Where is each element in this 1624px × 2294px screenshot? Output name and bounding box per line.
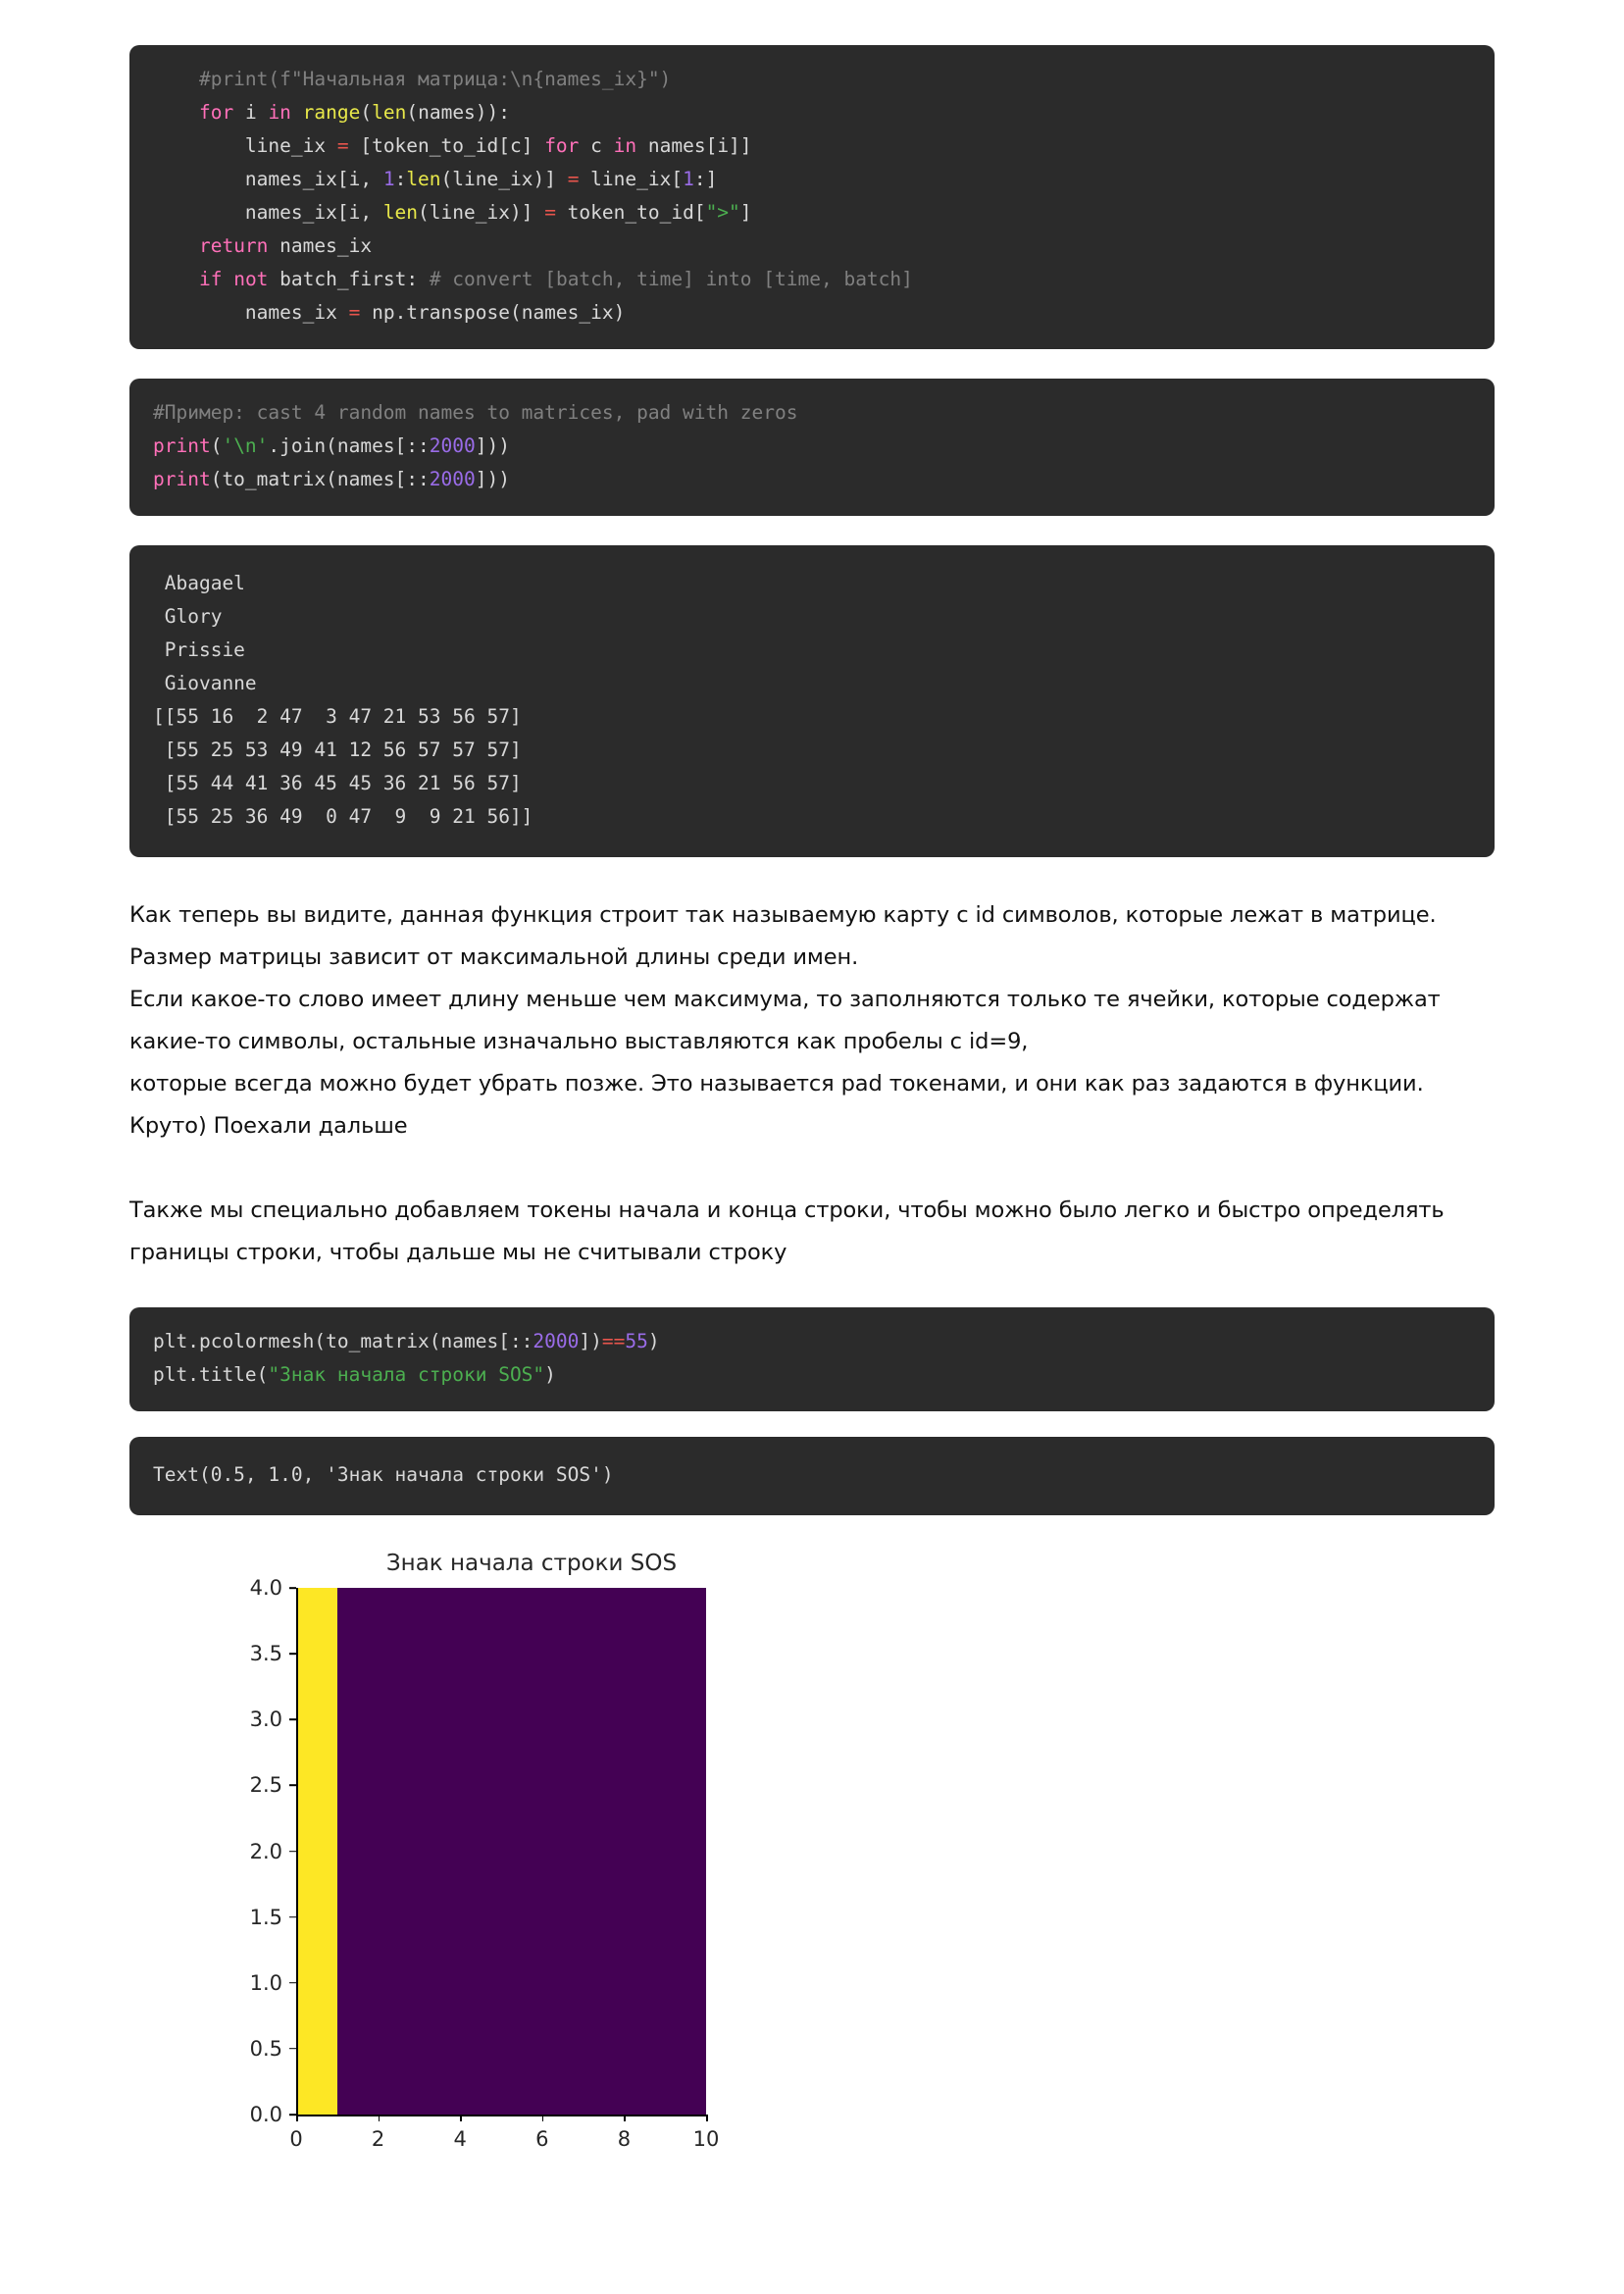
prose-line: Размер матрицы зависит от максимальной длины среди имен.	[129, 944, 859, 970]
code-line	[153, 396, 1471, 430]
chart-title: Знак начала строки SOS	[385, 1551, 678, 1576]
code-token: 55	[625, 1330, 648, 1352]
top-spacer	[129, 0, 1495, 45]
x-tick-label: 6	[535, 2127, 549, 2151]
y-tick-label: 0.5	[249, 2036, 282, 2061]
code-token: [55 25 36 49 0 47 9 9 21 56]]	[153, 805, 533, 828]
code-token: ">"	[705, 201, 740, 224]
x-tick-mark	[624, 2115, 626, 2121]
code-line	[153, 667, 1471, 700]
output-cell-text-repr	[129, 1437, 1495, 1515]
code-line	[153, 463, 1471, 496]
prose-line: Если какое-то слово имеет длину меньше чем максимума, то заполняются только те ячейки, которые содержат	[129, 987, 1441, 1012]
cell-gap	[129, 349, 1495, 379]
code-token: 1	[683, 168, 694, 190]
y-axis-spine	[296, 1588, 298, 2115]
output-cell-names-matrix	[129, 545, 1495, 857]
code-cell-to-matrix[interactable]	[129, 45, 1495, 349]
code-token: names_ix	[153, 301, 349, 324]
prose-line: какие-то символы, остальные изначально выставляются как пробелы с id=9,	[129, 1029, 1029, 1054]
code-token: ==	[601, 1330, 626, 1352]
y-tick-label: 2.0	[249, 1839, 282, 1863]
prose-block-explanation	[129, 894, 1495, 1147]
code-token: in	[613, 134, 637, 157]
code-line	[153, 196, 1471, 229]
code-token: Abagael	[153, 572, 245, 594]
code-token: names_ix[i,	[153, 168, 383, 190]
code-line	[153, 163, 1471, 196]
x-tick-mark	[706, 2115, 708, 2121]
code-line	[153, 129, 1471, 163]
cell-gap	[129, 857, 1495, 894]
x-tick-label: 8	[617, 2127, 632, 2151]
x-tick-label: 4	[453, 2127, 467, 2151]
code-token: line_ix	[153, 134, 337, 157]
code-token: if	[198, 268, 223, 290]
code-token: ]	[739, 201, 752, 224]
code-token: 2000	[533, 1330, 580, 1352]
y-tick-label: 4.0	[249, 1576, 282, 1600]
x-tick-mark	[460, 2115, 462, 2121]
cell-gap	[129, 1274, 1495, 1307]
code-token: [[55 16 2 47 3 47 21 53 56 57]	[153, 705, 522, 728]
code-token: ]))	[475, 468, 510, 490]
code-token: 2000	[429, 468, 476, 490]
y-tick-label: 2.5	[249, 1773, 282, 1798]
code-line	[153, 1358, 1471, 1392]
prose-line: Как теперь вы видите, данная функция строит так называемую карту с id символов, которые лежат в матрице.	[129, 902, 1437, 928]
code-token: len	[372, 101, 407, 124]
y-tick-label: 3.5	[249, 1642, 282, 1666]
code-line	[153, 600, 1471, 634]
code-token: (to_matrix(names[::	[210, 468, 430, 490]
code-line	[153, 767, 1471, 800]
code-token: line_ix[	[579, 168, 684, 190]
prose-line: границы строки, чтобы дальше мы не считывали строку	[129, 1240, 787, 1265]
code-token: ])	[579, 1330, 602, 1352]
code-line	[153, 263, 1471, 296]
prose-block-tokens	[129, 1190, 1495, 1274]
y-tick-mark	[289, 2114, 296, 2116]
code-token: not	[233, 268, 269, 290]
code-token: =	[567, 168, 580, 190]
code-cell-pcolormesh[interactable]	[129, 1307, 1495, 1411]
sos-column-cells	[296, 1588, 337, 2115]
code-line	[153, 700, 1471, 734]
code-token	[291, 101, 303, 124]
code-token: #print(f"Начальная матрица:\n{names_ix}")	[153, 68, 672, 90]
x-tick-mark	[296, 2115, 298, 2121]
code-token: :]	[693, 168, 718, 190]
code-line	[153, 800, 1471, 834]
x-axis-spine	[296, 2115, 706, 2116]
code-line	[153, 1325, 1471, 1358]
x-tick-label: 2	[371, 2127, 385, 2151]
code-token: names[i]]	[636, 134, 752, 157]
code-token: =	[544, 201, 556, 224]
x-tick-label: 10	[692, 2127, 720, 2151]
cell-gap	[129, 516, 1495, 545]
code-token: (line_ix)]	[440, 168, 568, 190]
code-token: )	[647, 1330, 660, 1352]
code-token: for	[544, 134, 580, 157]
code-token: range	[302, 101, 361, 124]
y-tick-mark	[289, 1653, 296, 1655]
code-token: i	[233, 101, 269, 124]
y-tick-mark	[289, 1982, 296, 1984]
code-token: len	[382, 201, 419, 224]
code-token: :	[394, 168, 407, 190]
code-token	[153, 268, 199, 290]
code-token: '\n'	[222, 434, 269, 457]
code-line	[153, 96, 1471, 129]
code-token: [55 25 53 49 41 12 56 57 57 57]	[153, 739, 522, 761]
cell-gap	[129, 1411, 1495, 1437]
chart-plot-area	[296, 1588, 706, 2115]
y-tick-mark	[289, 1785, 296, 1787]
y-tick-mark	[289, 1718, 296, 1720]
code-token: c	[579, 134, 614, 157]
code-token: np.transpose(names_ix)	[360, 301, 626, 324]
code-token: )	[544, 1363, 556, 1386]
code-token: "Знак начала строки SOS"	[268, 1363, 545, 1386]
code-cell-print-names[interactable]	[129, 379, 1495, 516]
code-token: (line_ix)]	[418, 201, 545, 224]
y-tick-label: 0.0	[249, 2103, 282, 2126]
code-token: #Пример: cast 4 random names to matrices, pad with zeros	[153, 401, 798, 424]
code-token: 1	[382, 168, 395, 190]
code-token: for	[198, 101, 234, 124]
code-line	[153, 63, 1471, 96]
code-line	[153, 296, 1471, 330]
code-token: len	[406, 168, 441, 190]
y-tick-mark	[289, 1851, 296, 1853]
code-token: [55 44 41 36 45 45 36 21 56 57]	[153, 772, 522, 794]
code-token: ]))	[475, 434, 510, 457]
prose-line: Также мы специально добавляем токены начала и конца строки, чтобы можно было легко и быстро определять	[129, 1198, 1445, 1223]
code-token: Glory	[153, 605, 223, 628]
y-tick-label: 1.0	[249, 1970, 282, 1995]
code-line	[153, 634, 1471, 667]
y-tick-mark	[289, 1916, 296, 1918]
code-token: batch_first:	[268, 268, 430, 290]
code-token: (	[210, 434, 223, 457]
y-tick-mark	[289, 2048, 296, 2050]
code-token: [token_to_id[c]	[348, 134, 545, 157]
prose-line: Круто) Поехали дальше	[129, 1113, 408, 1139]
code-token	[153, 234, 199, 257]
code-token: =	[348, 301, 361, 324]
cell-gap	[129, 1515, 1495, 1545]
code-token: names_ix	[268, 234, 373, 257]
code-token: .join(names[::	[268, 434, 430, 457]
code-token: (names)):	[406, 101, 511, 124]
x-tick-mark	[542, 2115, 544, 2121]
code-token: token_to_id[	[555, 201, 706, 224]
code-token: Giovanne	[153, 672, 257, 694]
code-token: (	[360, 101, 373, 124]
code-token: Text(0.5, 1.0, 'Знак начала строки SOS')	[153, 1463, 614, 1486]
code-token: =	[336, 134, 349, 157]
prose-paragraph-gap	[129, 1147, 1495, 1190]
x-tick-label: 0	[289, 2127, 303, 2151]
code-token: # convert [batch, time] into [time, batch]	[429, 268, 913, 290]
matplotlib-figure	[159, 1545, 1041, 2172]
code-line	[153, 567, 1471, 600]
code-token: print	[153, 468, 211, 490]
code-token: print	[153, 434, 211, 457]
code-line	[153, 430, 1471, 463]
code-token: plt.pcolormesh(to_matrix(names[::	[153, 1330, 533, 1352]
code-token	[153, 101, 199, 124]
code-line	[153, 229, 1471, 263]
code-token: return	[198, 234, 269, 257]
code-token: names_ix[i,	[153, 201, 383, 224]
y-tick-label: 1.5	[249, 1905, 282, 1929]
code-token: plt.title(	[153, 1363, 269, 1386]
code-token: 2000	[429, 434, 476, 457]
code-token	[222, 268, 233, 290]
code-line	[153, 734, 1471, 767]
x-tick-mark	[379, 2115, 381, 2121]
code-token: Prissie	[153, 638, 245, 661]
code-token: in	[268, 101, 291, 124]
y-tick-mark	[289, 1587, 296, 1589]
code-line	[153, 1458, 1471, 1492]
prose-line: которые всегда можно будет убрать позже. Это называется pad токенами, и они как раз задаются в функции.	[129, 1071, 1424, 1096]
y-tick-label: 3.0	[249, 1708, 282, 1732]
